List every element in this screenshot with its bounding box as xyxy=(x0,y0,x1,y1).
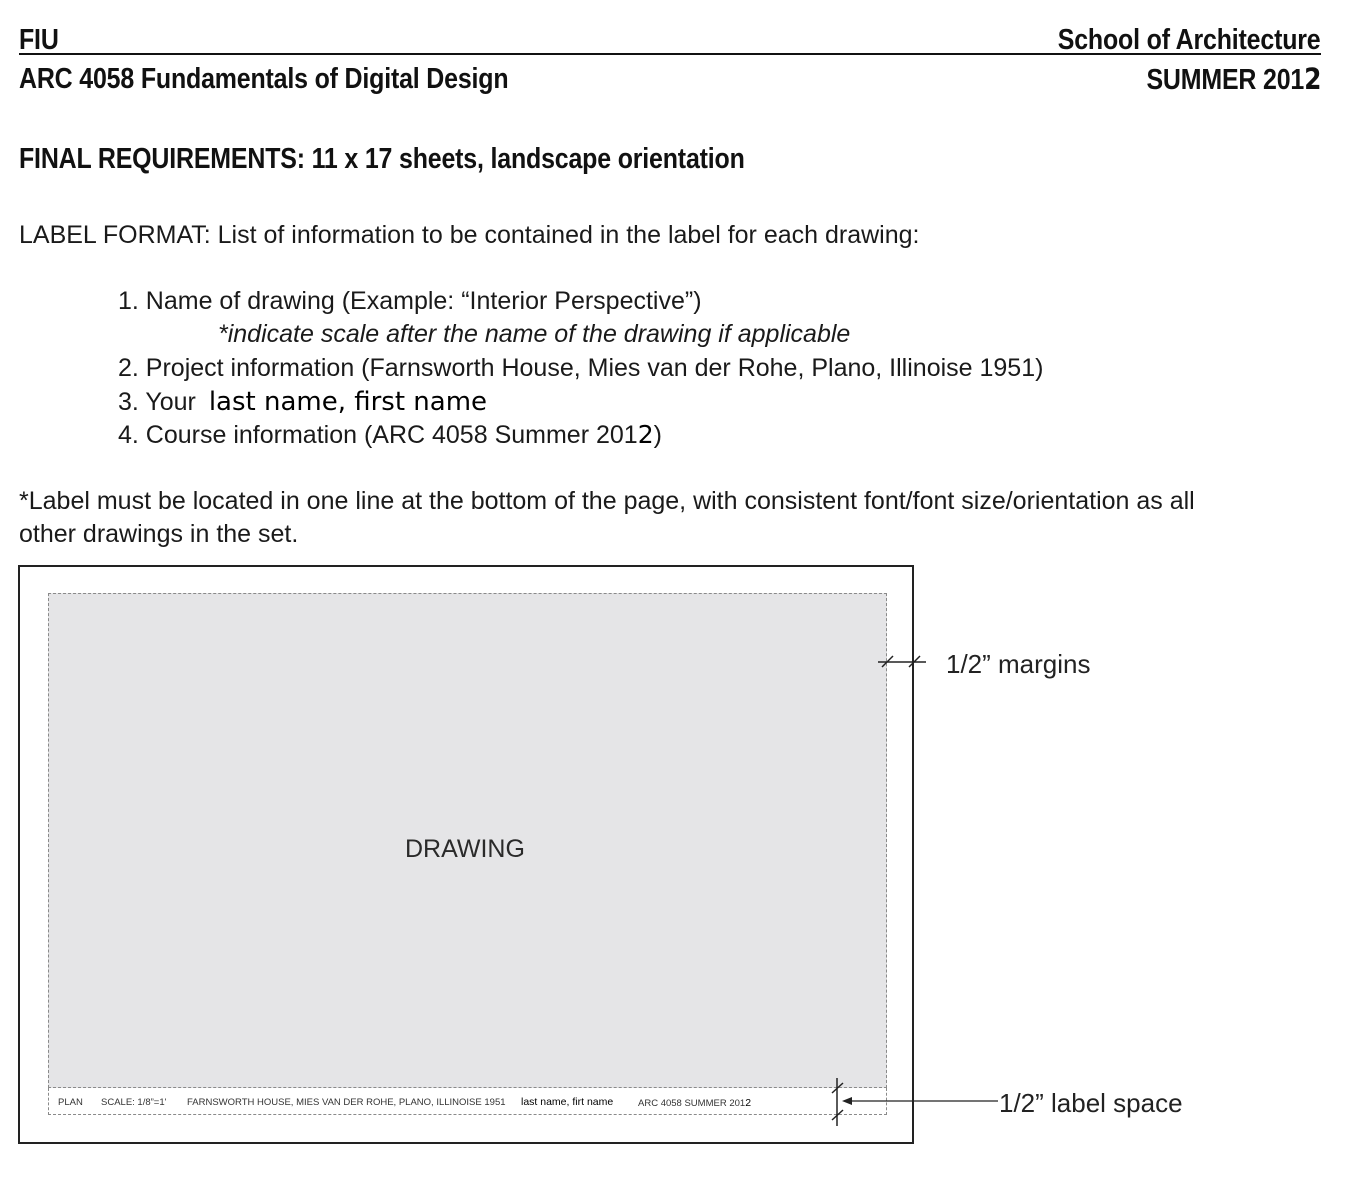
list-item-project-info: 2. Project information (Farnsworth House, Mies van der Rohe, Plano, Illinoise 1951) xyxy=(118,354,1044,382)
label-strip-scale: SCALE: 1/8”=1' xyxy=(101,1097,167,1108)
label-space-annotation: 1/2” label space xyxy=(999,1088,1183,1118)
institution-name: FIU xyxy=(19,24,59,56)
term-prefix: SUMMER 201 xyxy=(1146,64,1304,96)
label-strip-student: last name, firt name xyxy=(521,1096,614,1108)
school-name: School of Architecture xyxy=(1058,24,1321,56)
label-space-arrowhead xyxy=(842,1097,852,1105)
course-title: ARC 4058 Fundamentals of Digital Design xyxy=(19,63,509,95)
list-item-course-suffix: ) xyxy=(653,421,662,449)
term-digit: 2 xyxy=(1303,62,1321,96)
label-note-line1: *Label must be located in one line at the bottom of the page, with consistent font/font size/orientation as all xyxy=(19,487,1195,515)
margin-annotation: 1/2” margins xyxy=(946,649,1091,679)
label-strip-project: FARNSWORTH HOUSE, MIES VAN DER ROHE, PLANO, ILLINOISE 1951 xyxy=(187,1097,506,1108)
list-item-student-value: last name, first name xyxy=(208,387,488,417)
label-strip-course-digit: 2 xyxy=(745,1097,752,1109)
list-item-drawing-name: 1. Name of drawing (Example: “Interior Perspective”) xyxy=(118,287,702,315)
label-format-intro: LABEL FORMAT: List of information to be contained in the label for each drawing: xyxy=(19,221,920,249)
list-item-scale-note: *indicate scale after the name of the drawing if applicable xyxy=(218,320,851,348)
label-note-line2: other drawings in the set. xyxy=(19,520,299,548)
requirements-title: FINAL REQUIREMENTS: 11 x 17 sheets, landscape orientation xyxy=(19,143,745,175)
label-strip-drawing-name: PLAN xyxy=(58,1097,83,1108)
list-item-student-prefix: 3. Your xyxy=(118,388,196,416)
list-item-course-digit: 2 xyxy=(637,420,654,449)
label-strip-course-prefix: ARC 4058 SUMMER 201 xyxy=(638,1098,746,1109)
list-item-course-prefix: 4. Course information (ARC 4058 Summer 201 xyxy=(118,421,638,449)
drawing-area-label: DRAWING xyxy=(405,835,525,863)
